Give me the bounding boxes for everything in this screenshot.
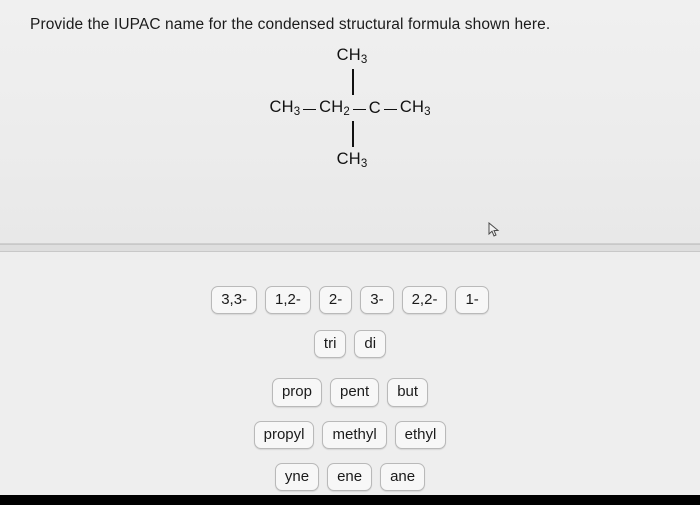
chain-atom-2-sub: 2 [343,106,350,119]
chain-atom-2 [319,98,350,118]
question-prompt: Provide the IUPAC name for the condensed structural formula shown here. [30,16,551,33]
formula-top-substituent [337,46,368,66]
chain-atom-2-label: CH [319,98,344,117]
formula-main-chain [269,98,430,118]
token-locant-4[interactable]: 3- [360,286,393,314]
condensed-structural-formula [0,46,700,171]
substituent-tokens-row [0,421,700,449]
token-parent-1[interactable]: prop [272,378,322,406]
chain-atom-1-sub: 3 [293,106,301,119]
multiplier-tokens-row [0,330,700,358]
token-substituent-2[interactable]: methyl [322,421,386,449]
chain-atom-4 [400,98,431,118]
suffix-tokens-row [0,463,700,491]
bond-horizontal-2 [353,109,366,111]
panel-divider [0,244,700,252]
token-locant-6[interactable]: 1- [455,286,488,314]
bond-horizontal-1 [303,109,316,111]
token-multiplier-2[interactable]: di [354,330,386,358]
bond-horizontal-3 [384,109,397,111]
token-locant-3[interactable]: 2- [319,286,352,314]
answer-token-bank [0,252,700,505]
question-panel [0,0,700,244]
token-parent-2[interactable]: pent [330,378,379,406]
formula-bottom-substituent [337,150,368,170]
pointer-cursor-icon [487,222,501,238]
locant-tokens-row [0,286,700,314]
bond-vertical-top [352,69,354,95]
token-suffix-1[interactable]: yne [275,463,319,491]
chain-atom-4-sub: 3 [424,106,431,119]
token-suffix-3[interactable]: ane [380,463,425,491]
chain-atom-1 [269,98,300,118]
chain-atom-3 [369,99,381,118]
token-locant-5[interactable]: 2,2- [402,286,448,314]
token-substituent-1[interactable]: propyl [254,421,315,449]
token-multiplier-1[interactable]: tri [314,330,347,358]
formula-bottom-substituent-sub: 3 [360,158,368,171]
bottom-black-bar [0,495,700,505]
parent-chain-tokens-row [0,378,700,406]
token-suffix-2[interactable]: ene [327,463,372,491]
token-parent-3[interactable]: but [387,378,428,406]
chain-atom-4-label: CH [399,98,425,117]
formula-bottom-substituent-label: CH [336,150,361,169]
formula-top-substituent-sub: 3 [360,54,368,67]
chain-atom-1-label: CH [269,98,294,117]
token-locant-2[interactable]: 1,2- [265,286,311,314]
formula-top-substituent-label: CH [336,46,361,64]
token-locant-1[interactable]: 3,3- [211,286,257,314]
bond-vertical-bottom [352,121,354,147]
token-substituent-3[interactable]: ethyl [395,421,447,449]
chain-atom-3-label: C [368,98,381,117]
